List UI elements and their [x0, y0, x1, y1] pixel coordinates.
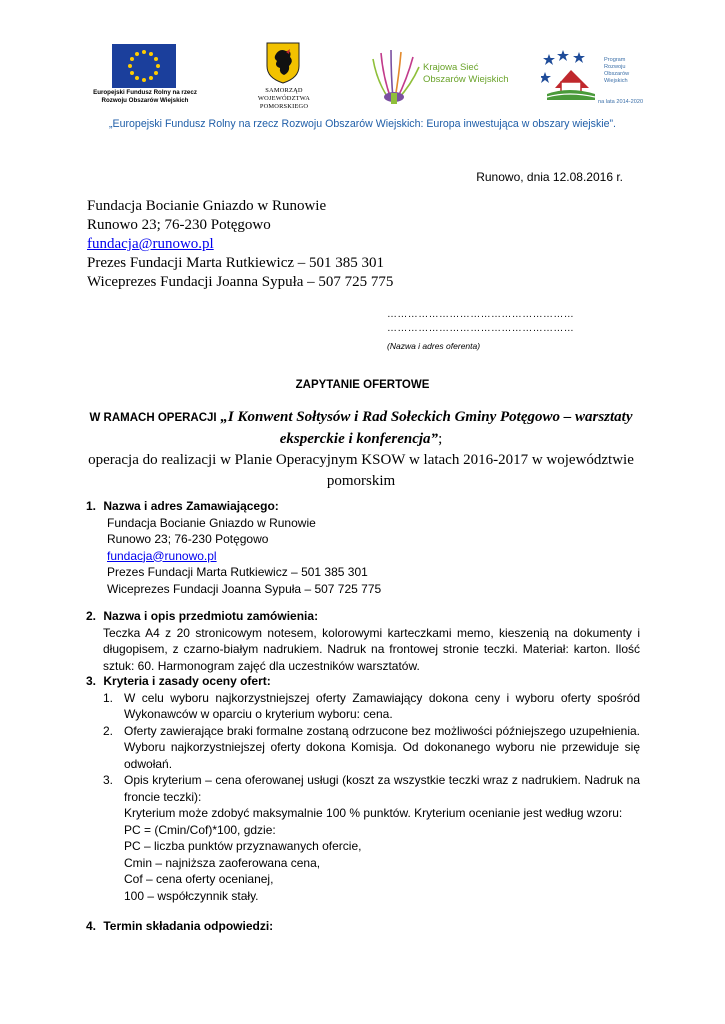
s3-item-2-text: Oferty zawierające braki formalne zostaną odrzucone bez możliwości późniejszego uzupełnienia. Wyboru najkorzystniejszej oferty dokona Komisja. Od dokonanego wyboru nie przewiduje się odwołań.	[124, 723, 640, 771]
eu-caption-line1: Europejski Fundusz Rolny na rzecz	[93, 89, 197, 96]
section-2-heading: Nazwa i opis przedmiotu zamówienia:	[103, 609, 319, 623]
eu-fund-caption	[88, 89, 202, 105]
samorzad-line1: SAMORZĄD	[265, 87, 303, 94]
samorzad-line2: WOJEWÓDZTWA POMORSKIEGO	[257, 95, 311, 110]
s1-line-name: Fundacja Bocianie Gniazdo w Runowie	[107, 515, 316, 530]
s3-formula-100: 100 – współczynnik stały.	[124, 888, 259, 903]
document-date: Runowo, dnia 12.08.2016 r.	[476, 170, 623, 184]
s3-item-2-number: 2.	[103, 723, 114, 738]
prow-caption	[598, 57, 644, 106]
prow-line1: Program	[604, 57, 626, 63]
s3-item-1	[103, 690, 640, 723]
section-3	[86, 673, 640, 904]
operation-line3: operacja do realizacji w Planie Operacyjnym KSOW w latach 2016-2017 w województwie	[88, 452, 634, 468]
s3-item-3	[103, 772, 640, 904]
s3-formula: PC = (Cmin/Cof)*100, gdzie:	[124, 822, 276, 837]
s1-line-president: Prezes Fundacji Marta Rutkiewicz – 501 385 301	[107, 565, 368, 579]
section-1-body	[107, 515, 646, 598]
sender-email-link[interactable]: fundacja@runowo.pl	[87, 236, 214, 252]
section-1-heading-row	[86, 498, 646, 515]
s1-line-address: Runowo 23; 76-230 Potęgowo	[107, 532, 269, 546]
prow-line2: Rozwoju	[604, 64, 626, 70]
operation-line2	[86, 429, 636, 450]
samorzad-caption	[234, 87, 334, 111]
prow-line4: Wiejskich	[604, 78, 628, 84]
s1-email-link[interactable]: fundacja@runowo.pl	[107, 548, 217, 563]
section-3-heading-row	[86, 673, 640, 690]
sender-name: Fundacja Bocianie Gniazdo w Runowie	[87, 198, 327, 214]
section-4-heading: Termin składania odpowiedzi:	[103, 919, 274, 933]
s3-item-2	[103, 723, 640, 773]
section-1	[86, 498, 646, 597]
eu-stars-icon	[112, 44, 176, 88]
operation-name-line1: „I Konwent Sołtysów i Rad Sołeckich Gminy Potęgowo – warsztaty	[220, 409, 633, 425]
ksow-line1: Krajowa Sieć	[423, 62, 479, 73]
section-2-heading-row	[86, 608, 640, 625]
s3-item-1-number: 1.	[103, 690, 114, 705]
operation-name-suffix: ;	[438, 431, 443, 447]
eu-caption-line2: Rozwoju Obszarów Wiejskich	[101, 97, 189, 104]
s3-formula-cmin: Cmin – najniższa zaoferowana cena,	[124, 855, 321, 870]
section-4-number: 4.	[86, 919, 97, 933]
s1-line-vice-president: Wiceprezes Fundacji Joanna Sypuła – 507 725 775	[107, 581, 382, 596]
ksow-plant-icon	[367, 47, 423, 105]
section-3-heading: Kryteria i zasady oceny ofert:	[103, 674, 271, 688]
ksow-caption	[423, 62, 523, 86]
section-1-number: 1.	[86, 499, 97, 513]
recipient-dots-line1: ………………………………………………	[387, 309, 575, 320]
ksow-logo	[367, 47, 423, 105]
sender-president: Prezes Fundacji Marta Rutkiewicz – 501 385 301	[87, 255, 385, 271]
prow-line5: na lata 2014-2020	[598, 99, 644, 105]
operation-prefix: W RAMACH OPERACJI	[89, 412, 217, 424]
recipient-caption: (Nazwa i adres oferenta)	[387, 341, 481, 351]
sender-vice-president: Wiceprezes Fundacji Joanna Sypuła – 507 725 775	[87, 274, 394, 290]
operation-name-line2: eksperckie i konferencja”	[279, 431, 439, 447]
s3-formula-cof: Cof – cena oferty ocenianej,	[124, 872, 274, 886]
ksow-line2: Obszarów Wiejskich	[423, 74, 509, 85]
sender-block	[87, 197, 393, 292]
s3-item-3-number: 3.	[103, 773, 114, 787]
recipient-dots-line2: ………………………………………………	[387, 323, 575, 334]
pomorskie-crest-logo	[266, 42, 300, 84]
s3-item-1-text: W celu wyboru najkorzystniejszej oferty Zamawiający dokona ceny i wyboru oferty spośród Wykonawców w oparciu o kryterium wyboru: cena.	[124, 690, 640, 721]
operation-line1	[86, 407, 636, 429]
s3-formula-block	[124, 805, 640, 904]
section-3-number: 3.	[86, 674, 97, 688]
prow-line3: Obszarów	[604, 71, 630, 77]
s3-formula-pc: PC – liczba punktów przyznawanych ofercie,	[124, 839, 362, 853]
operation-line4: pomorskim	[326, 473, 396, 489]
operation-block	[86, 407, 636, 492]
section-2-text: Teczka A4 z 20 stronicowym notesem, kolorowymi karteczkami memo, kieszenią na dokumenty i długopisem, z czarno-białym nadrukiem. Nadruk na frontowej stronie teczki. Materiał: karton. Ilość sztuk: 60. Harmonogram zajęć dla uczestników warsztatów.	[103, 625, 640, 673]
prow-stars-house-icon	[541, 48, 599, 102]
recipient-placeholder	[387, 308, 574, 336]
s3-item-3-text: Opis kryterium – cena oferowanej usługi (koszt za wszystkie teczki wraz z nadrukiem. Nadruk na froncie teczki):	[124, 773, 640, 804]
section-1-heading: Nazwa i adres Zamawiającego:	[103, 499, 279, 513]
document-title: ZAPYTANIE OFERTOWE	[295, 379, 430, 391]
section-2-number: 2.	[86, 609, 97, 623]
eu-motto: „Europejski Fundusz Rolny na rzecz Rozwoju Obszarów Wiejskich: Europa inwestująca w obszary wiejskie”.	[109, 118, 616, 130]
griffin-crest-icon	[266, 42, 300, 84]
section-2	[86, 608, 640, 674]
eu-flag-logo	[112, 44, 176, 88]
prow-logo	[541, 48, 599, 102]
section-4-heading-row	[86, 918, 640, 935]
s3-formula-intro: Kryterium może zdobyć maksymalnie 100 % punktów. Kryterium ocenianie jest według wzoru:	[124, 806, 623, 820]
sender-address: Runowo 23; 76-230 Potęgowo	[87, 217, 271, 233]
